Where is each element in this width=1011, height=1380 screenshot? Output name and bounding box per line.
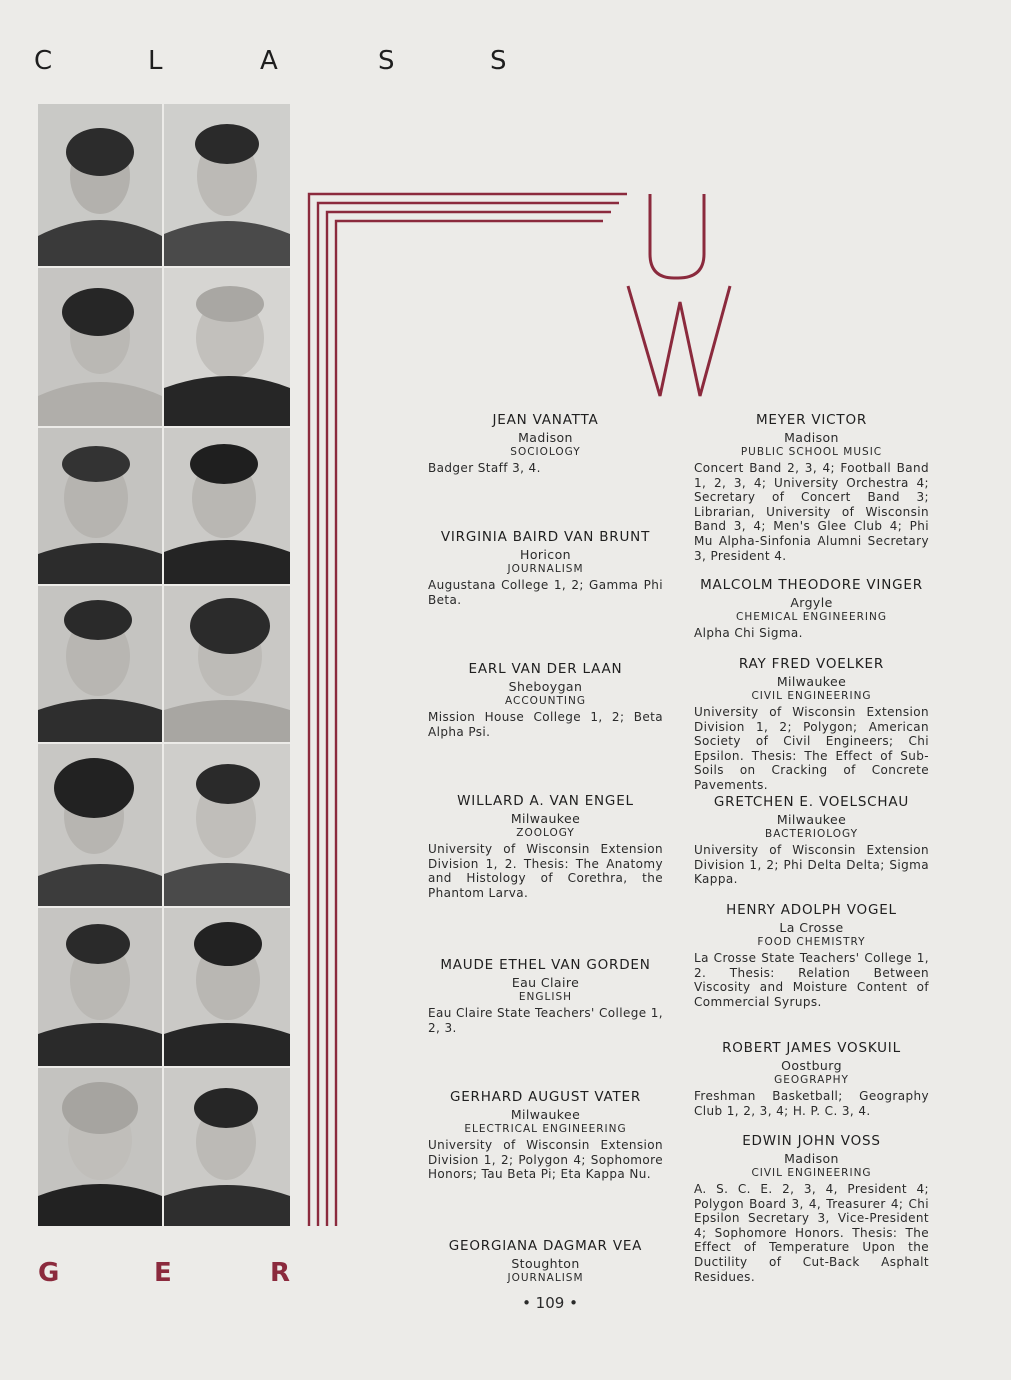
graduate-activities: Mission House College 1, 2; Beta Alpha Psi. [428,710,663,739]
portrait-photo [38,104,162,266]
graduate-name: GEORGIANA DAGMAR VEA [448,1238,643,1254]
portrait-grid [38,104,290,1226]
graduate-entry [428,412,663,476]
graduate-hometown: Oostburg [781,1058,842,1073]
page-footer-ger [34,1258,314,1292]
graduate-name: RAY FRED VOELKER [738,656,885,672]
graduate-entry [428,661,663,739]
graduate-hometown: La Crosse [779,920,844,935]
graduate-activities: University of Wisconsin Extension Division 1, 2; Polygon; American Society of Civil Engineers; Chi Epsilon. Thesis: The Effect of Sub-Soils on Cracking of Concrete Pavements. [694,705,929,792]
portrait-photo [38,908,162,1066]
graduate-activities: Concert Band 2, 3, 4; Football Band 1, 2, 3, 4; University Orchestra 4; Secretary of Concert Band 3; Librarian, University of Wisconsin Band 3, 4; Men's Glee Club 4; Phi Mu Alpha-Sinfonia Alumni Secretary 3, President 4. [694,461,929,563]
graduate-activities: University of Wisconsin Extension Division 1, 2; Phi Delta Delta; Sigma Kappa. [694,843,929,887]
graduate-entry [694,577,929,641]
portrait-photo [38,1068,162,1226]
footer-letter: G [38,1258,60,1288]
graduate-hometown: Argyle [790,595,833,610]
graduate-entry [694,794,929,887]
graduate-major: ENGLISH [518,991,573,1003]
portrait-photo [164,428,290,584]
graduate-major: JOURNALISM [507,563,584,575]
portrait-photo [164,908,290,1066]
graduate-activities: A. S. C. E. 2, 3, 4, President 4; Polygon Board 3, 4, Treasurer 4; Chi Epsilon Secretary 3, Vice-President 4; Sophomore Honors. Thesis: The Effect of Temperature Upon the Ductility of Cut-Back Asphalt Residues. [694,1182,929,1284]
graduate-entry [694,1133,929,1284]
header-letter: A [260,46,279,76]
graduate-hometown: Madison [784,1151,839,1166]
graduate-major: ACCOUNTING [505,695,586,707]
graduate-entry [428,793,663,900]
graduate-hometown: Milwaukee [776,674,847,689]
graduate-name: WILLARD A. VAN ENGEL [457,793,634,809]
graduate-name: MAUDE ETHEL VAN GORDEN [440,957,651,973]
graduate-major: SOCIOLOGY [510,446,581,458]
graduate-major: ELECTRICAL ENGINEERING [464,1123,627,1135]
graduate-activities: Alpha Chi Sigma. [694,626,803,640]
graduate-name: ROBERT JAMES VOSKUIL [722,1040,901,1056]
footer-letter: R [270,1258,291,1288]
graduate-major: PUBLIC SCHOOL MUSIC [740,446,883,458]
graduate-hometown: Eau Claire [511,975,580,990]
graduate-activities: Freshman Basketball; Geography Club 1, 2, 3, 4; H. P. C. 3, 4. [694,1089,929,1118]
graduate-activities: University of Wisconsin Extension Division 1, 2; Polygon 4; Sophomore Honors; Tau Beta Pi; Eta Kappa Nu. [428,1138,663,1182]
graduate-major: CIVIL ENGINEERING [751,1167,872,1179]
graduate-hometown: Milwaukee [510,1107,581,1122]
graduate-entry [428,529,663,607]
graduate-activities: Augustana College 1, 2; Gamma Phi Beta. [428,578,663,607]
page-header-class [34,46,534,82]
portrait-photo [164,1068,290,1226]
graduate-activities: La Crosse State Teachers' College 1, 2. Thesis: Relation Between Viscosity and Moisture Content of Commercial Syrups. [694,951,929,1009]
graduate-name: GERHARD AUGUST VATER [449,1089,642,1105]
graduate-major: FOOD CHEMISTRY [757,936,866,948]
portrait-photo [164,586,290,742]
graduate-name: VIRGINIA BAIRD VAN BRUNT [440,529,651,545]
footer-letter: E [154,1258,172,1288]
header-letter: C [34,46,54,76]
graduate-name: HENRY ADOLPH VOGEL [726,902,897,918]
graduate-major: BACTERIOLOGY [764,828,858,840]
portrait-photo [164,744,290,906]
graduate-entry [694,412,929,563]
graduate-hometown: Stoughton [511,1256,580,1271]
uw-monogram-logo [626,190,736,400]
header-letter: S [378,46,396,76]
header-letter: L [148,46,164,76]
graduate-entry [694,656,929,793]
portrait-photo [38,744,162,906]
graduate-entry [428,1089,663,1182]
graduate-major: ZOOLOGY [516,827,575,839]
graduate-activities: Eau Claire State Teachers' College 1, 2, 3. [428,1006,663,1035]
graduate-entry [694,1040,929,1118]
portrait-photo [38,428,162,584]
graduate-entry [428,1238,663,1284]
graduate-name: JEAN VANATTA [492,412,599,428]
graduate-hometown: Sheboygan [508,679,583,694]
graduate-activities: Badger Staff 3, 4. [428,461,541,475]
graduate-major: JOURNALISM [507,1272,584,1284]
graduate-name: EDWIN JOHN VOSS [742,1133,881,1149]
portrait-photo [164,104,290,266]
graduate-hometown: Horicon [520,547,571,562]
page-number: • 109 • [522,1294,578,1312]
graduate-major: CHEMICAL ENGINEERING [736,611,887,623]
graduate-hometown: Madison [518,430,573,445]
portrait-photo [164,268,290,426]
graduate-name: GRETCHEN E. VOELSCHAU [713,794,910,810]
graduate-activities: University of Wisconsin Extension Division 1, 2. Thesis: The Anatomy and Histology of Corethra, the Phantom Larva. [428,842,663,900]
portrait-photo [38,586,162,742]
graduate-hometown: Madison [784,430,839,445]
graduate-name: MALCOLM THEODORE VINGER [700,577,923,593]
portrait-photo [38,268,162,426]
graduate-major: CIVIL ENGINEERING [751,690,872,702]
graduate-hometown: Milwaukee [776,812,847,827]
graduate-hometown: Milwaukee [510,811,581,826]
header-letter: S [490,46,508,76]
graduate-name: EARL VAN DER LAAN [468,661,623,677]
graduate-entry [428,957,663,1035]
graduate-name: MEYER VICTOR [755,412,868,428]
graduate-major: GEOGRAPHY [774,1074,849,1086]
graduate-entry [694,902,929,1009]
